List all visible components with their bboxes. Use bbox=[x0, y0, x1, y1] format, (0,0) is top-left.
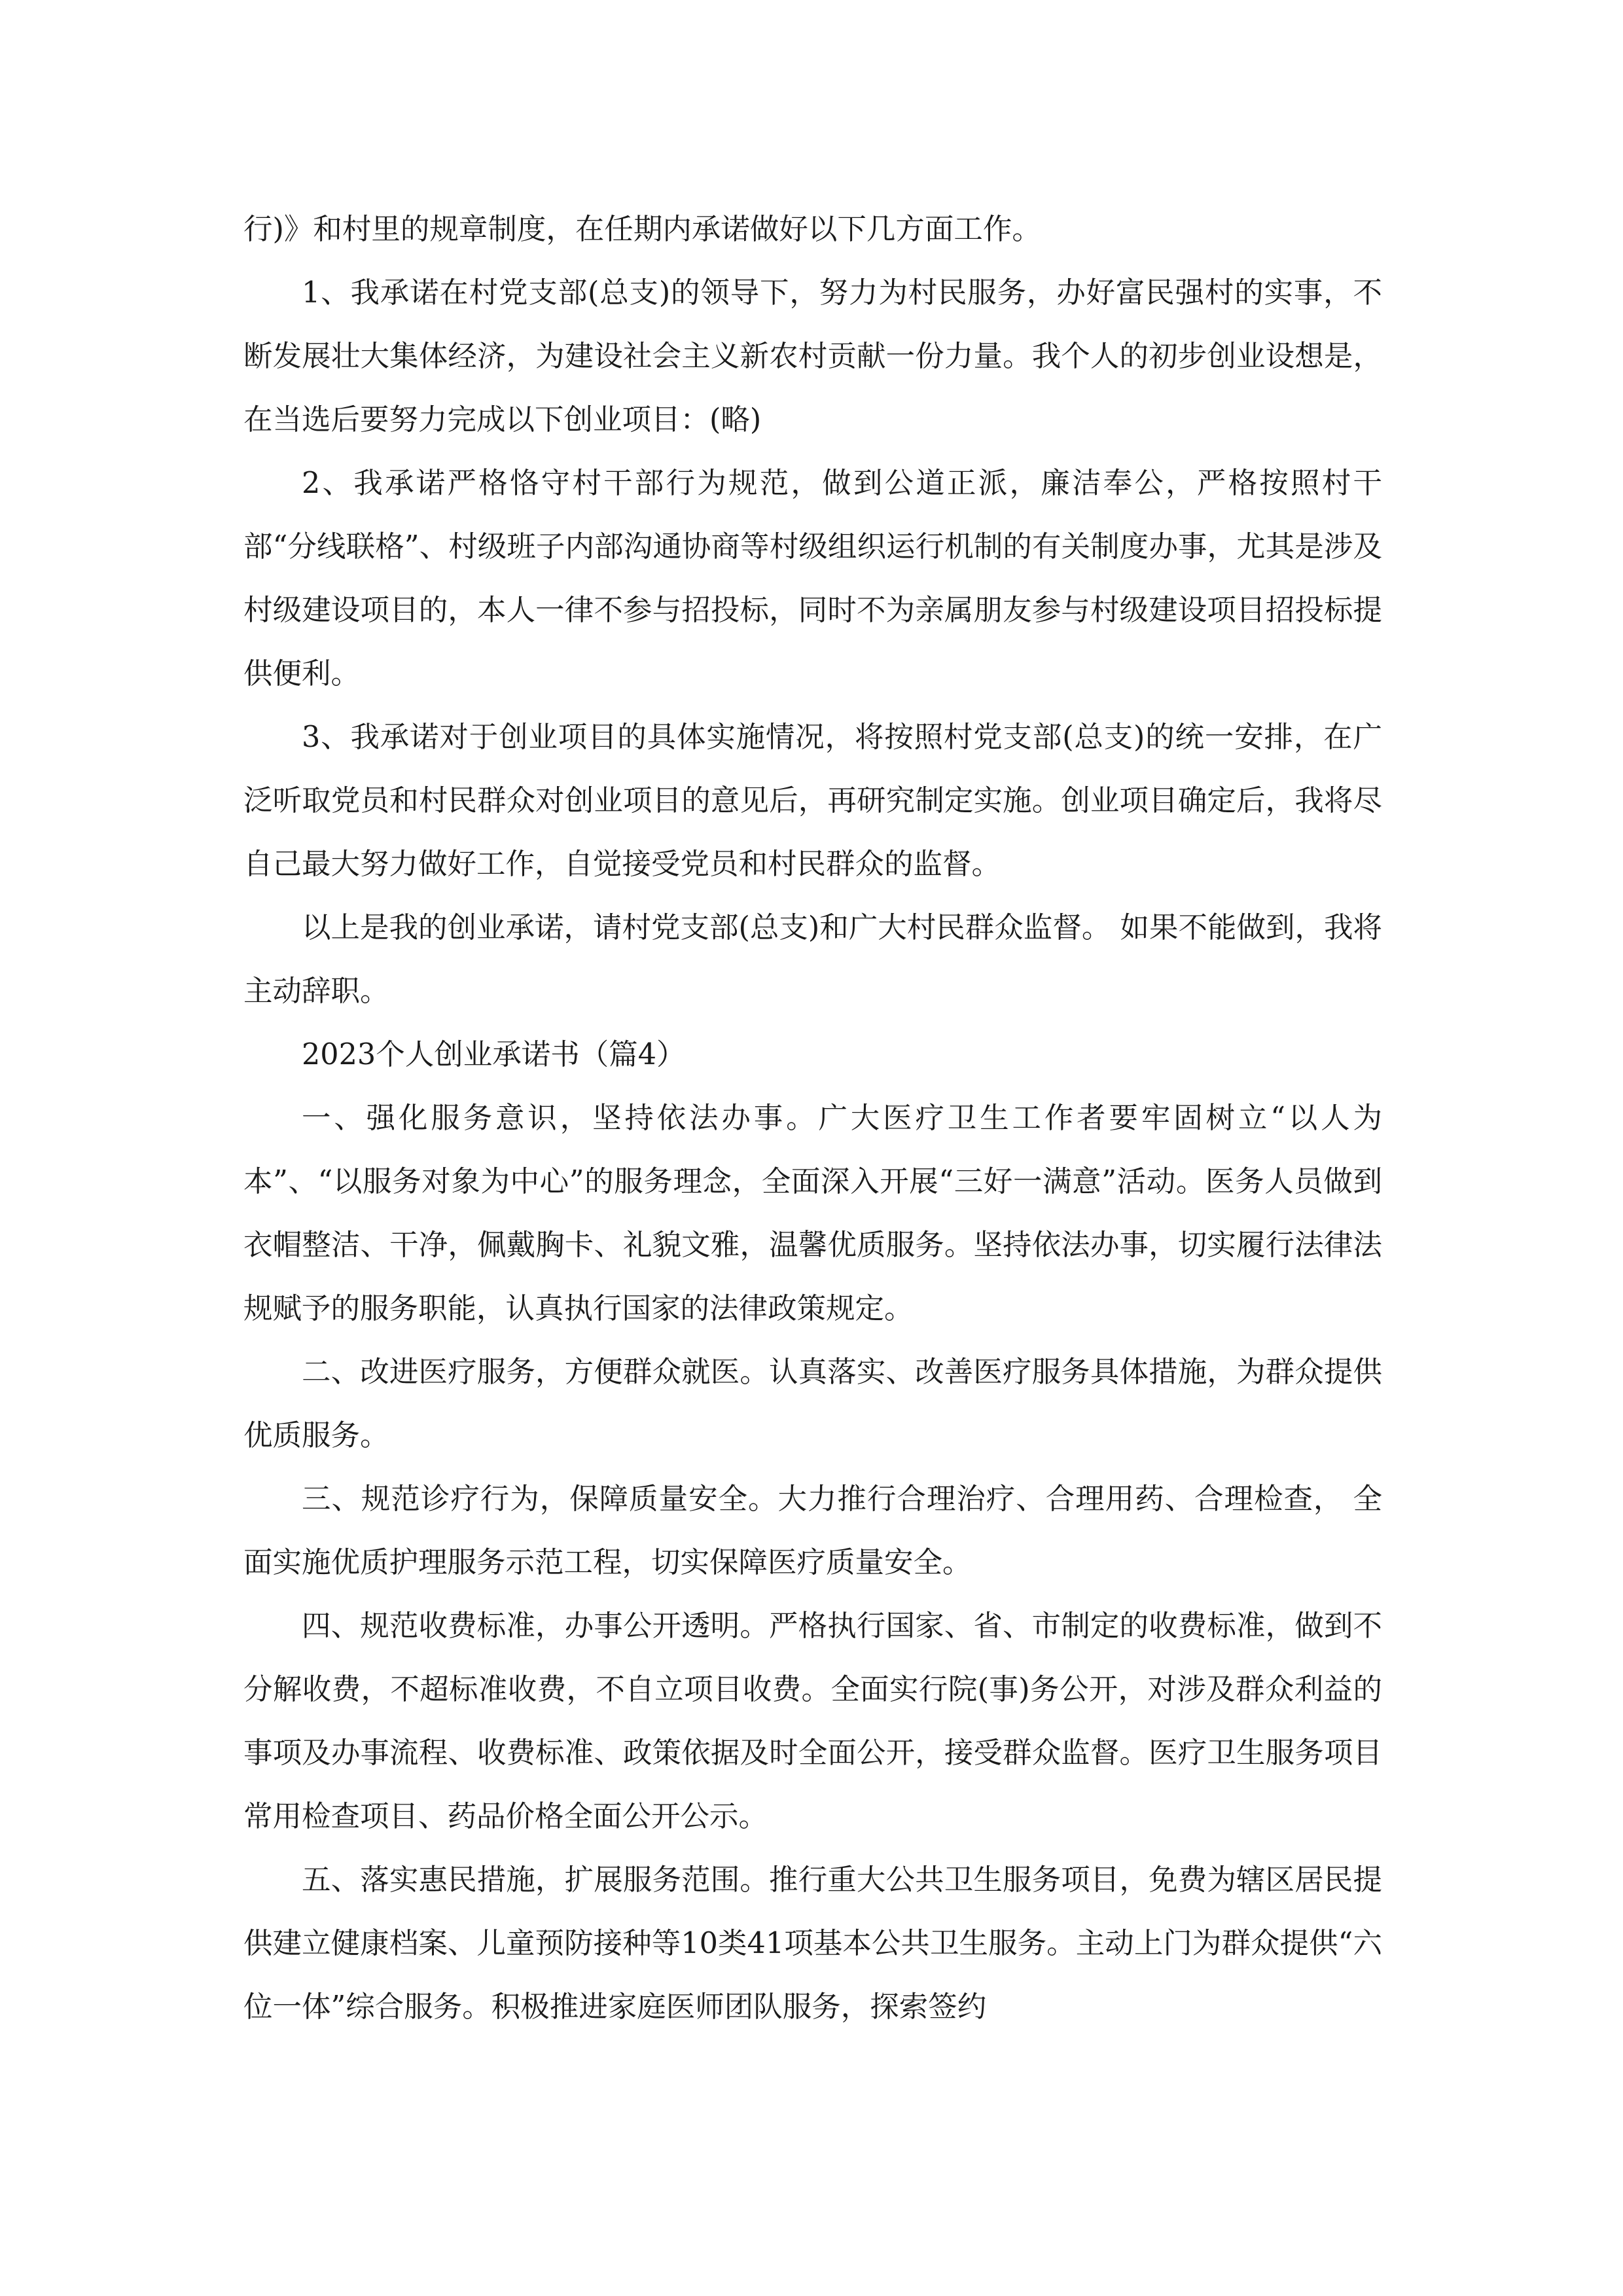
paragraph-commitment-1: 1、我承诺在村党支部(总支)的领导下，努力为村民服务，办好富民强村的实事，不断发展壮大集体经济，为建设社会主义新农村贡献一份力量。我个人的初步创业设想是，在当选后要努力完成以下创业项目：(略) bbox=[243, 276, 1382, 437]
paragraph-closing: 以上是我的创业承诺，请村党支部(总支)和广大村民群众监督。 如果不能做到，我将主动辞职。 bbox=[243, 911, 1382, 1008]
paragraph-commitment-2: 2、我承诺严格恪守村干部行为规范，做到公道正派，廉洁奉公，严格按照村干部“分线联格”、村级班子内部沟通协商等村级组织运行机制的有关制度办事，尤其是涉及村级建设项目的，本人一律不参与招投标，同时不为亲属朋友参与村级建设项目招投标提供便利。 bbox=[243, 467, 1382, 691]
paragraph-commitment-3: 3、我承诺对于创业项目的具体实施情况，将按照村党支部(总支)的统一安排，在广泛听取党员和村民群众对创业项目的意见后，再研究制定实施。创业项目确定后，我将尽自己最大努力做好工作，自觉接受党员和村民群众的监督。 bbox=[243, 721, 1382, 881]
paragraph-item-4: 四、规范收费标准，办事公开透明。严格执行国家、省、市制定的收费标准，做到不分解收费，不超标准收费，不自立项目收费。全面实行院(事)务公开，对涉及群众利益的事项及办事流程、收费标准、政策依据及时全面公开，接受群众监督。医疗卫生服务项目常用检查项目、药品价格全面公开公示。 bbox=[243, 1609, 1382, 1833]
paragraph-continuation: 行)》和村里的规章制度，在任期内承诺做好以下几方面工作。 bbox=[243, 213, 1041, 246]
section-heading: 2023个人创业承诺书（篇4） bbox=[302, 1038, 686, 1071]
paragraph-item-2: 二、改进医疗服务，方便群众就医。认真落实、改善医疗服务具体措施，为群众提供优质服务。 bbox=[243, 1355, 1382, 1452]
paragraph-item-3: 三、规范诊疗行为，保障质量安全。大力推行合理治疗、合理用药、合理检查， 全面实施优质护理服务示范工程，切实保障医疗质量安全。 bbox=[243, 1482, 1382, 1579]
paragraph-item-5: 五、落实惠民措施，扩展服务范围。推行重大公共卫生服务项目，免费为辖区居民提供建立健康档案、儿童预防接种等10类41项基本公共卫生服务。主动上门为群众提供“六位一体”综合服务。积极推进家庭医师团队服务，探索签约 bbox=[243, 1863, 1382, 2024]
document-body bbox=[243, 198, 1382, 2039]
paragraph-item-1: 一、强化服务意识，坚持依法办事。广大医疗卫生工作者要牢固树立“以人为本”、“以服务对象为中心”的服务理念，全面深入开展“三好一满意”活动。医务人员做到衣帽整洁、干净，佩戴胸卡、礼貌文雅，温馨优质服务。坚持依法办事，切实履行法律法规赋予的服务职能，认真执行国家的法律政策规定。 bbox=[243, 1102, 1382, 1325]
